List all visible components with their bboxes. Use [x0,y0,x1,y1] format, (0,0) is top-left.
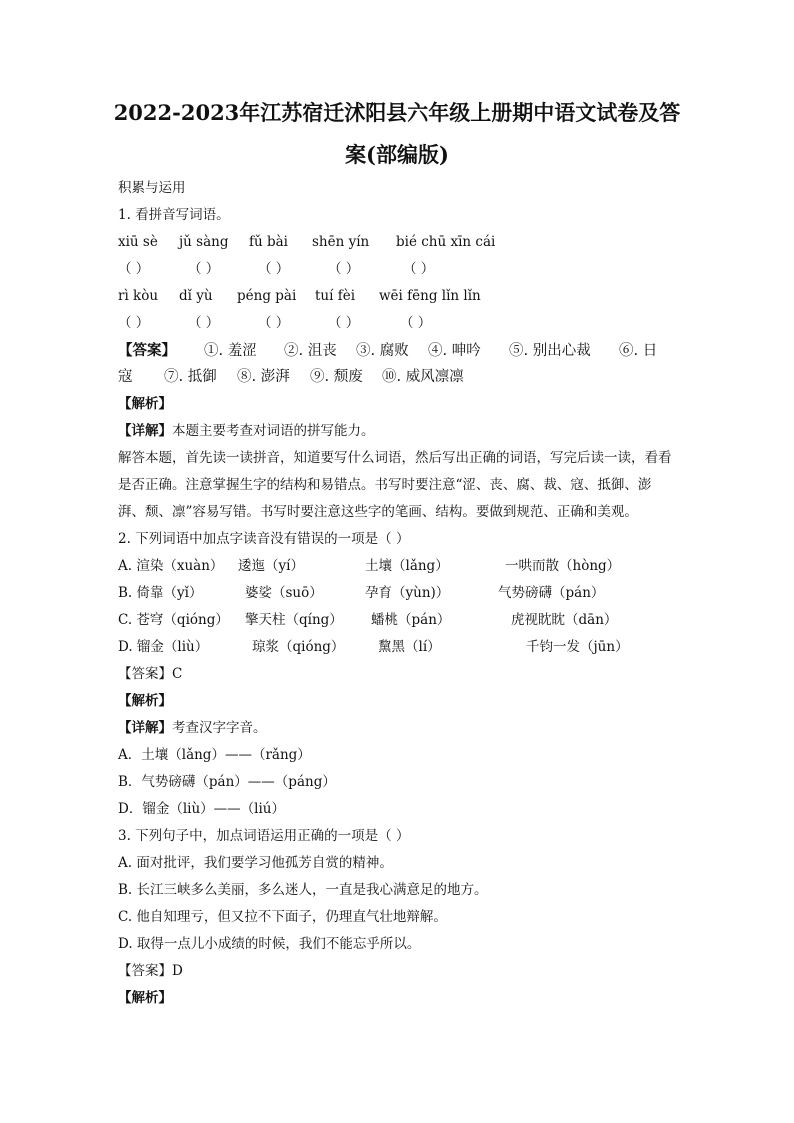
answer-blank[interactable]: （ ） [328,315,360,331]
option-word: C. 苍穹（qióng） [118,612,229,628]
q2-option-a [118,553,678,580]
q3-option-d: D. 取得一点儿小成绩的时候，我们不能忘乎所以。 [118,936,421,952]
pinyin: dǐ yù [179,288,213,304]
q2-correction: B．气势磅礴（pán）——（páng） [118,774,336,790]
q1-blank-row-1 [118,256,678,283]
pinyin: wēi fēng lǐn lǐn [379,288,481,304]
document-body [118,175,678,1012]
pinyin: fǔ bài [249,234,288,250]
q1-blank-row-2 [118,310,678,337]
answer-blank[interactable]: （ ） [188,261,220,277]
answer-item: ⑨. 颓废 [310,369,363,385]
answer-blank[interactable]: （ ） [403,261,435,277]
answer-item: ①. 羞涩 [204,343,257,359]
q3-option-c: C. 他自知理亏，但又拉不下面子，仍理直气壮地辩解。 [118,909,447,925]
answer-blank[interactable]: （ ） [328,261,360,277]
option-word: 蟠桃（pán） [371,612,451,628]
answer-blank[interactable]: （ ） [258,315,290,331]
answer-blank[interactable]: （ ） [118,315,150,331]
q2-correction: D．镏金（liù）——（liú） [118,801,285,817]
pinyin: bié chū xīn cái [396,234,496,250]
q1-pinyin-row-1 [118,229,678,256]
q2-answer: 【答案】C [118,666,183,682]
title-line-1: 2022-2023年江苏宿迁沭阳县六年级上册期中语文试卷及答 [113,100,681,125]
title-line-2: 案(部编版) [345,142,449,167]
answer-item: ③. 腐败 [356,343,409,359]
q1-analysis-label: 【解析】 [118,396,172,412]
answer-item: ④. 呻吟 [428,343,481,359]
q3-analysis-label: 【解析】 [118,990,172,1006]
option-word: 孕育（yùn)） [365,585,450,601]
option-word: 一哄而散（hòng） [505,558,621,574]
option-word: 琼浆（qióng） [252,639,345,655]
q3-option-b: B. 长江三峡多么美丽，多么迷人，一直是我心满意足的地方。 [118,882,488,898]
q1-explanation: 解答本题，首先读一读拼音，知道要写什么词语，然后写出正确的词语，写完后读一读，看看是否正确。注意掌握生字的结构和易错点。书写时要注意“涩、丧、腐、裁、寇、抵御、澎湃、颓、凛”容易写错。书写时要注意这些字的笔画、结构。要做到规范、正确和美观。 [118,450,672,520]
option-word: 千钧一发（jūn） [526,639,629,655]
q2-option-d [118,634,678,661]
q2-correction: A．土壤（lǎng）——（rǎng） [118,747,311,763]
detail-text: 本题主要考查对词语的拼写能力。 [172,423,375,439]
option-word: 虎视眈眈（dān） [511,612,618,628]
option-word: D. 镏金（liù） [118,639,209,655]
detail-text: 考查汉字字音。 [172,720,267,736]
q2-detail [118,715,678,742]
pinyin: tuí fèi [315,288,356,304]
q1-stem: 1. 看拼音写词语。 [118,207,230,223]
q1-pinyin-row-2 [118,283,678,310]
option-word: 土壤（lǎng） [365,558,449,574]
q1-detail [118,418,678,445]
answer-label: 【答案】 [118,342,176,359]
q1-answer-line-2 [118,364,678,391]
option-word: 黧黑（lí） [378,639,441,655]
document-title [110,92,684,176]
detail-label: 【详解】 [118,423,172,439]
answer-blank[interactable]: （ ） [400,315,432,331]
option-word: 擎天柱（qíng） [245,612,343,628]
option-word: B. 倚靠（yǐ） [118,585,203,601]
q2-stem: 2. 下列词语中加点字读音没有错误的一项是（ ） [118,531,410,547]
answer-item: ⑤. 别出心裁 [509,343,591,359]
q2-analysis-label: 【解析】 [118,693,172,709]
option-word: 婆娑（suō） [245,585,323,601]
answer-blank[interactable]: （ ） [118,261,150,277]
q1-answer-line-1 [118,337,678,364]
pinyin: xiū sè [118,234,158,250]
q3-stem: 3. 下列句子中，加点词语运用正确的一项是（ ） [118,828,410,844]
option-word: 逶迤（yí） [238,558,304,574]
answer-item: 寇 [118,369,133,385]
option-word: 气势磅礴（pán） [498,585,605,601]
answer-item: ⑦. 抵御 [164,369,217,385]
pinyin: jǔ sàng [179,234,229,250]
option-word: A. 渲染（xuàn） [118,558,224,574]
pinyin: shēn yín [312,234,370,250]
answer-item: ⑩. 威风凛凛 [382,369,464,385]
detail-label: 【详解】 [118,720,172,736]
answer-item: ⑥. 日 [619,343,658,359]
q2-option-b [118,580,678,607]
section-heading: 积累与运用 [118,180,186,196]
answer-blank[interactable]: （ ） [258,261,290,277]
q2-option-c [118,607,678,634]
answer-item: ⑧. 澎湃 [237,369,290,385]
answer-blank[interactable]: （ ） [188,315,220,331]
q3-option-a: A. 面对批评，我们要学习他孤芳自赏的精神。 [118,855,393,871]
answer-item: ②. 沮丧 [284,343,337,359]
pinyin: péng pài [237,288,297,304]
pinyin: rì kòu [118,288,159,304]
q3-answer: 【答案】D [118,963,183,979]
